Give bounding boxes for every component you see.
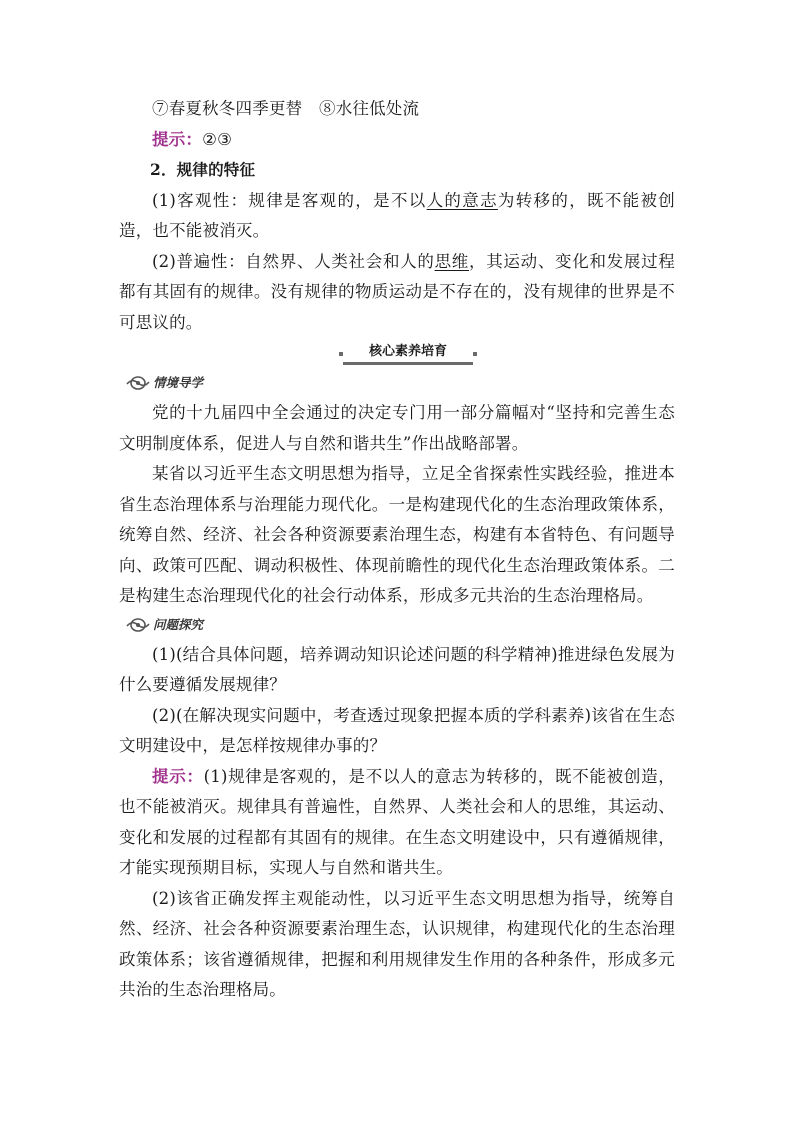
question-2: (2)(在解决现实问题中，考查透过现象把握本质的学科素养)该省在生态文明建设中，是怎样按规律办事的？	[119, 705, 675, 755]
objectivity-text-end: 为转移的，既不能被创造，也不能被消灭。	[119, 190, 676, 240]
section-context	[119, 372, 675, 396]
heading-law-features: 2．规律的特征	[150, 160, 256, 179]
compass-ribbon-icon	[125, 616, 151, 634]
section-context-label: 情境导学	[153, 375, 204, 390]
answer-1-text: (1)规律是客观的，是不以人的意志为转移的，既不能被创造，也不能被消灭。规律具有普遍性，自然界、人类社会和人的思维，其运动、变化和发展的过程都有其固有的规律。在生态文明建设中，只有遵循规律，才能实现预期目标，实现人与自然和谐共生。	[119, 766, 675, 877]
objectivity-underlined: 人的意志	[426, 190, 498, 210]
universality-text-end: ，其运动、变化和发展过程都有其固有的规律。没有规律的物质运动是不存在的，没有规律的世界是不可思议的。	[119, 251, 675, 332]
compass-ribbon-icon	[125, 374, 151, 392]
answer-2: (2)该省正确发挥主观能动性，以习近平生态文明思想为指导，统筹自然、经济、社会各种资源要素治理生态，认识规律，构建现代化的生态治理政策体系；该省遵循规律，把握和利用规律发生作用的各种条件，形成多元共治的生态治理格局。	[119, 888, 675, 999]
context-paragraph-2: 某省以习近平生态文明思想为指导，立足全省探索性实践经验，推进本省生态治理体系与治理能力现代化。一是构建现代化的生态治理政策体系，统筹自然、经济、社会各种资源要素治理生态，构建有本省特色、有问题导向、政策可匹配、调动积极性、体现前瞻性的现代化生态治理政策体系。二是构建生态治理现代化的社会行动体系，形成多元共治的生态治理格局。	[119, 464, 675, 605]
context-paragraph-1: 党的十九届四中全会通过的决定专门用一部分篇幅对“坚持和完善生态文明制度体系，促进人与自然和谐共生”作出战略部署。	[119, 403, 675, 453]
universality-paragraph	[119, 247, 675, 339]
section-inquiry	[119, 614, 675, 638]
document-page	[119, 94, 675, 1006]
universality-text: (2)普遍性：自然界、人类社会和人的	[152, 251, 435, 271]
universality-underlined: 思维	[434, 251, 470, 271]
hint-label: 提示：	[152, 766, 204, 786]
banner-title: 核心素养培育	[343, 342, 473, 365]
hint-label: 提示：	[152, 129, 203, 149]
section-inquiry-label: 问题探究	[153, 616, 204, 632]
hint-1	[119, 125, 675, 156]
objectivity-text: (1)客观性：规律是客观的，是不以	[152, 190, 427, 210]
section-banner	[119, 338, 675, 370]
answer-1	[119, 762, 675, 884]
hint-1-answer: ②③	[202, 129, 233, 149]
options-line: ⑦春夏秋冬四季更替 ⑧水往低处流	[152, 99, 420, 118]
question-1: (1)(结合具体问题，培养调动知识论述问题的科学精神)推进绿色发展为什么要遵循发展规律？	[119, 644, 675, 694]
objectivity-paragraph	[119, 186, 675, 247]
